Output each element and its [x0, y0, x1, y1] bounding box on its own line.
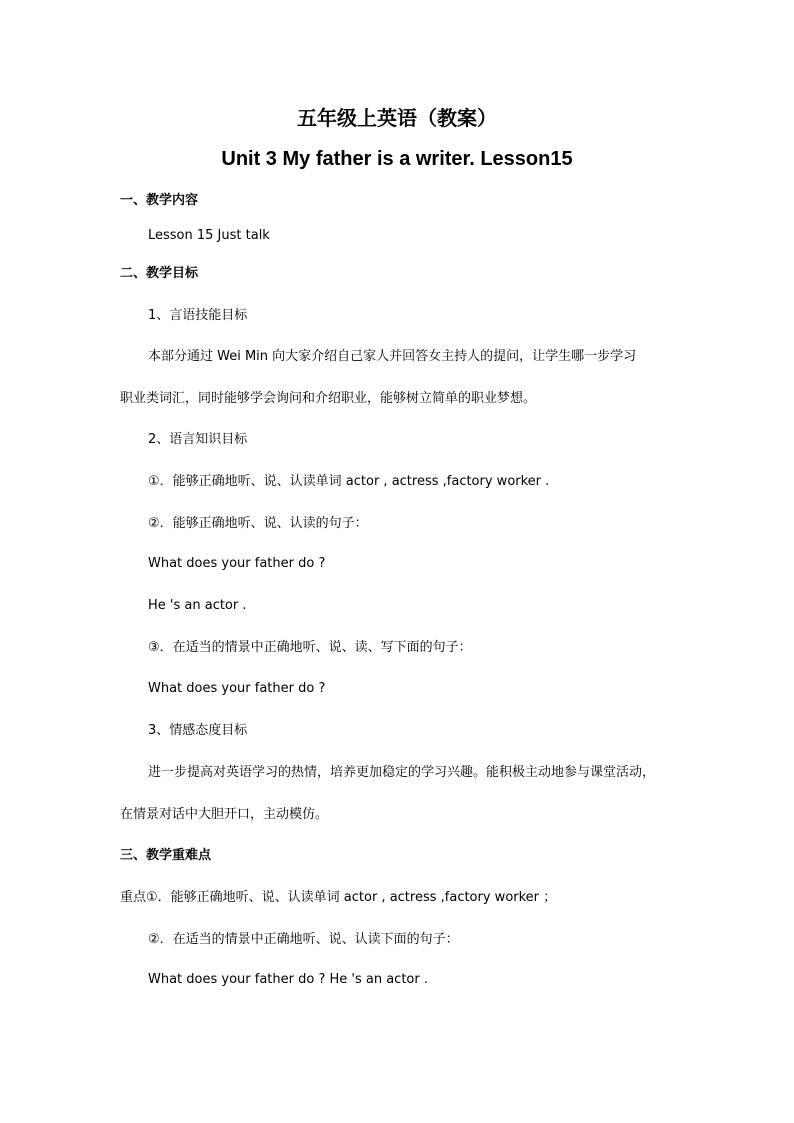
key-point-2: ②．在适当的情景中正确地听、说、认读下面的句子： [148, 932, 459, 947]
objective-2-item-3: ③．在适当的情景中正确地听、说、读、写下面的句子： [148, 640, 472, 655]
objective-2-item-1: ①．能够正确地听、说、认读单词 actor , actress ,factory worker . [148, 474, 550, 489]
objective-2-item-3-question: What does your father do ? [148, 681, 326, 696]
objective-1-paragraph-line-1: 本部分通过 Wei Min 向大家介绍自己家人并回答女主持人的提问，让学生哪一步学习 [148, 349, 637, 364]
section-heading-teaching-content: 一、教学内容 [120, 193, 199, 208]
objective-2-item-2-answer: He 's an actor . [148, 598, 247, 613]
objective-2-title: 2、语言知识目标 [148, 432, 248, 447]
document-title-english: Unit 3 My father is a writer. Lesson15 [221, 148, 573, 170]
objective-3-title: 3、情感态度目标 [148, 723, 248, 738]
objective-2-item-2-question: What does your father do ? [148, 556, 326, 571]
document-title-chinese: 五年级上英语（教案） [297, 106, 497, 130]
objective-3-paragraph-line-1: 进一步提高对英语学习的热情，培养更加稳定的学习兴趣。能积极主动地参与课堂活动， [148, 765, 656, 780]
section-heading-key-points: 三、教学重难点 [120, 848, 212, 863]
objective-3-paragraph-line-2: 在情景对话中大胆开口，主动模仿。 [120, 807, 329, 822]
key-point-2-sentence: What does your father do ? He 's an actor . [148, 972, 428, 987]
objective-2-item-2: ②．能够正确地听、说、认读的句子： [148, 516, 368, 531]
key-point-1: 重点①．能够正确地听、说、认读单词 actor , actress ,factory worker ； [120, 890, 557, 905]
teaching-content-text: Lesson 15 Just talk [148, 228, 270, 243]
section-heading-teaching-objectives: 二、教学目标 [120, 266, 199, 281]
objective-1-title: 1、言语技能目标 [148, 308, 248, 323]
objective-1-paragraph-line-2: 职业类词汇，同时能够学会询问和介绍职业，能够树立简单的职业梦想。 [120, 391, 537, 406]
